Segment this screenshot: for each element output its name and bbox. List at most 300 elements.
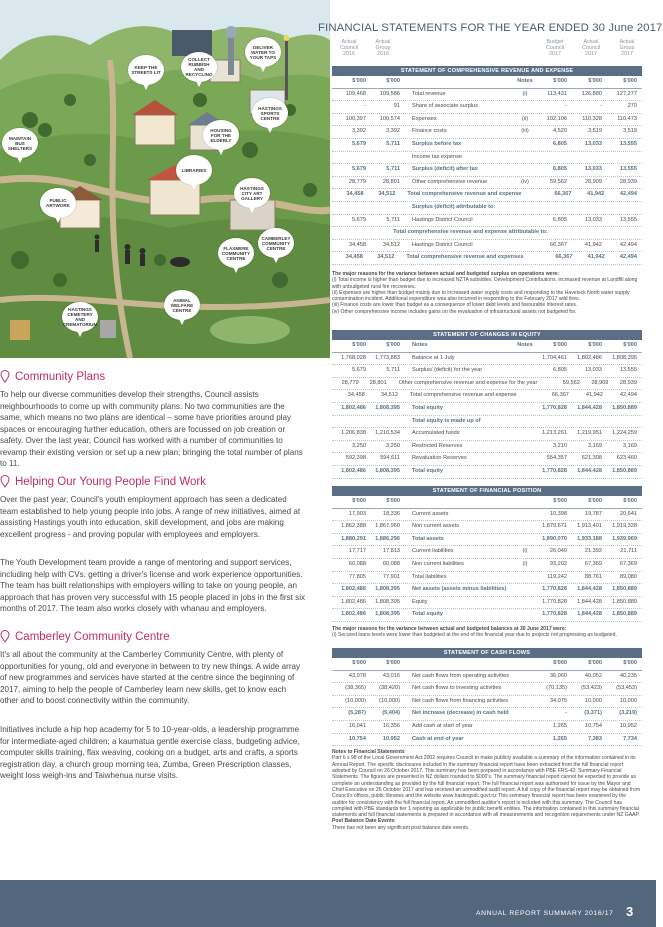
table-cell: Notes bbox=[412, 342, 428, 348]
young-people-paragraph-2: The Youth Development team provide a range of mentoring and support services, including help with CVs, getting a driver's license and work experience opportunities. The team has built relationships with employers willing to take on young people, an approach that has proven very successful with 15 people placed in jobs in the first six months of 2017. The team also works closely with whanau and employers. bbox=[0, 558, 306, 613]
col-header-actual-council-2016 bbox=[332, 39, 366, 58]
table-cell: 13,033 bbox=[584, 140, 602, 147]
table-cell: Net assets (assets minus liabilities) bbox=[412, 586, 507, 593]
table-cell: 10,754 bbox=[584, 722, 602, 729]
table-cell: Current liabilities bbox=[412, 548, 454, 555]
table-cell: 66,367 bbox=[554, 191, 572, 198]
table-cell bbox=[513, 353, 537, 365]
table-cell bbox=[372, 202, 406, 214]
table-cell: (5,287) bbox=[348, 710, 366, 717]
table-cell: 34,458 bbox=[348, 241, 366, 248]
table-row bbox=[332, 378, 642, 391]
table-cell: $'000 bbox=[352, 498, 366, 504]
col-header-actual-group-2017 bbox=[612, 39, 642, 58]
table-cell bbox=[513, 428, 537, 440]
table-row bbox=[332, 252, 642, 265]
table-row bbox=[332, 584, 642, 597]
table-cell: $'000 bbox=[553, 342, 567, 348]
position-table bbox=[332, 486, 642, 639]
table-cell: 110,473 bbox=[617, 115, 637, 122]
table-row bbox=[332, 466, 642, 479]
table-cell bbox=[572, 202, 607, 214]
table-cell: $'000 bbox=[588, 660, 602, 666]
table-row bbox=[332, 559, 642, 572]
table-cell: 119,242 bbox=[547, 573, 567, 580]
table-cell bbox=[513, 240, 537, 252]
table-cell bbox=[513, 365, 537, 377]
table-cell: Revaluation Reserves bbox=[412, 455, 467, 462]
footer-page-number: 3 bbox=[626, 904, 634, 919]
revenue-rows bbox=[332, 76, 642, 265]
table-cell: 28,779 bbox=[348, 178, 366, 185]
table-cell: Net increase (decrease) in cash held bbox=[412, 710, 509, 717]
table-cell: 1,802,486 bbox=[577, 354, 602, 361]
table-cell: 1,850,889 bbox=[612, 598, 637, 605]
table-cell: $'000 bbox=[352, 78, 366, 84]
table-cell: 66,367 bbox=[551, 392, 569, 399]
cash-table bbox=[332, 648, 642, 831]
table-cell: Total revenue bbox=[412, 90, 446, 97]
table-cell: Total assets bbox=[412, 535, 444, 542]
table-cell: 6,805 bbox=[553, 216, 567, 223]
section-heading-text: Helping Our Young People Find Work bbox=[15, 475, 206, 488]
table-cell: 1,808,395 bbox=[375, 586, 400, 593]
table-row bbox=[332, 521, 642, 534]
table-cell: 34,458 bbox=[347, 392, 365, 399]
table-cell: 34,512 bbox=[380, 392, 398, 399]
table-cell bbox=[537, 378, 556, 390]
table-cell: 41,942 bbox=[585, 392, 603, 399]
table-cell bbox=[513, 597, 537, 609]
table-cell: $'000 bbox=[553, 78, 567, 84]
table-cell: Finance costs bbox=[412, 128, 447, 135]
table-header-row bbox=[332, 658, 642, 671]
table-cell bbox=[406, 496, 513, 508]
col-header-line: Actual bbox=[375, 39, 391, 45]
map-label-public-artwork: PUBLIC ARTWORK bbox=[40, 188, 76, 218]
table-row bbox=[332, 89, 642, 102]
table-cell bbox=[406, 658, 513, 670]
col-header-line: 2017 bbox=[549, 51, 561, 58]
table-cell: 1,770,828 bbox=[542, 404, 567, 411]
table-cell: 88,761 bbox=[584, 573, 602, 580]
table-cell: Surplus before tax bbox=[412, 140, 462, 147]
position-notes bbox=[332, 626, 642, 639]
table-cell: 6,805 bbox=[553, 367, 567, 374]
table-cell bbox=[513, 658, 537, 670]
table-row bbox=[332, 189, 642, 202]
table-cell: 10,952 bbox=[382, 735, 400, 742]
table-cell: 1,802,486 bbox=[341, 404, 366, 411]
table-row bbox=[332, 546, 642, 559]
table-cell: 10,398 bbox=[549, 510, 567, 517]
table-row bbox=[332, 202, 642, 215]
table-cell: 5,711 bbox=[386, 216, 400, 223]
table-cell: 623,460 bbox=[616, 455, 637, 462]
map-label-art-gallery: HASTINGS CITY ART GALLERY bbox=[234, 178, 270, 208]
table-row bbox=[332, 708, 642, 721]
community-illustration bbox=[0, 0, 330, 358]
table-row bbox=[332, 152, 642, 165]
table-cell bbox=[572, 416, 607, 428]
table-cell: 1,213,261 bbox=[542, 430, 567, 437]
table-cell: 13,033 bbox=[584, 216, 602, 223]
table-cell: 13,033 bbox=[584, 166, 602, 173]
cash-band: STATEMENT OF CASH FLOWS bbox=[332, 648, 642, 658]
table-cell: 1,808,395 bbox=[375, 404, 400, 411]
table-cell bbox=[548, 227, 565, 239]
map-label-bus-shelters: MAINTAIN BUS SHELTERS bbox=[2, 128, 38, 158]
table-row bbox=[332, 126, 642, 139]
table-cell: Total equity bbox=[412, 404, 443, 411]
table-cell: Surplus (deficit) attributable to: bbox=[412, 203, 496, 210]
table-cell: 66,367 bbox=[549, 241, 567, 248]
table-row bbox=[332, 453, 642, 466]
table-cell: 1,933,188 bbox=[577, 535, 602, 542]
col-header-line: Actual bbox=[619, 39, 635, 45]
table-cell: Total comprehensive revenue and expense attributable to: bbox=[393, 229, 548, 236]
table-cell: Share of associate surplus bbox=[412, 103, 478, 110]
notes-to-financial-statements bbox=[332, 749, 642, 831]
table-cell: Total comprehensive revenue and expense bbox=[407, 191, 522, 198]
table-cell bbox=[572, 152, 607, 164]
table-cell: Income tax expense bbox=[412, 153, 463, 160]
table-cell: 1,913,401 bbox=[577, 523, 602, 530]
table-cell: 100,574 bbox=[379, 115, 400, 122]
table-cell: 28,909 bbox=[591, 379, 609, 386]
table-cell: Accumulated funds bbox=[412, 430, 460, 437]
table-row bbox=[332, 403, 642, 416]
table-cell: Total comprehensive revenue and expenses bbox=[406, 254, 524, 261]
table-cell bbox=[564, 227, 590, 239]
table-cell: (53,423) bbox=[581, 685, 602, 692]
map-label-streets-lit: KEEP THE STREETS LIT bbox=[128, 55, 164, 85]
table-cell: Other comprehensive revenue bbox=[412, 178, 488, 185]
table-cell: 127,277 bbox=[616, 90, 637, 97]
table-cell: (70,135) bbox=[546, 685, 567, 692]
table-cell bbox=[513, 521, 537, 533]
table-cell: Total equity is made up of bbox=[412, 417, 481, 424]
table-cell: 1,879,671 bbox=[542, 523, 567, 530]
table-cell: Current assets bbox=[412, 510, 449, 517]
table-row bbox=[332, 240, 642, 253]
table-cell bbox=[513, 721, 537, 733]
table-cell: 3,169 bbox=[623, 442, 637, 449]
table-cell bbox=[616, 227, 642, 239]
section-heading-text: Community Plans bbox=[15, 370, 106, 383]
table-cell: 1,844,428 bbox=[577, 611, 602, 618]
table-cell: Expenses bbox=[412, 115, 437, 122]
table-cell bbox=[513, 139, 537, 151]
table-cell: 13,555 bbox=[619, 216, 637, 223]
table-cell: Net cash flows from financing activities bbox=[412, 697, 509, 704]
table-cell bbox=[513, 101, 537, 113]
revenue-note: (iv) Other comprehensive income includes gains on the revaluation of infrastructural assets not budgeted for. bbox=[332, 308, 577, 315]
table-cell: $'000 bbox=[386, 498, 400, 504]
table-cell: 1,939,969 bbox=[612, 535, 637, 542]
table-row bbox=[332, 390, 642, 403]
table-cell: 1,862,388 bbox=[341, 523, 366, 530]
table-cell bbox=[513, 441, 537, 453]
table-cell: 67,369 bbox=[619, 560, 637, 567]
table-cell bbox=[513, 164, 537, 176]
table-row bbox=[332, 609, 642, 622]
table-cell: 5,711 bbox=[386, 140, 400, 147]
table-cell: 28,801 bbox=[369, 379, 387, 386]
table-cell: 40,235 bbox=[619, 672, 637, 679]
table-cell: 21,392 bbox=[584, 548, 602, 555]
table-cell: 109,468 bbox=[345, 90, 366, 97]
table-row bbox=[332, 534, 642, 547]
camberley-paragraph-1: It's all about the community at the Camberley Community Centre, with plenty of opportunities for young, old and everyone in between to try new things. A wide array of new programmes and services have started at the centre since the beginning of 2017, aiming to help the people of Camberley learn new skills, get to know each other and to boost connectivity within the community. bbox=[0, 650, 301, 705]
table-cell: 621,308 bbox=[581, 455, 602, 462]
table-cell: 109,586 bbox=[379, 90, 400, 97]
table-cell: Net cash flows to investing activities bbox=[412, 685, 502, 692]
revenue-note: (i) Total income is higher than budget due to increased NZTA subsidies, Development Contributions, increased revenue at Landfill along with unbudgeted rural fire recoveries. bbox=[332, 277, 638, 290]
table-cell: (38,420) bbox=[379, 685, 400, 692]
table-cell bbox=[332, 416, 372, 428]
col-header-line: Actual bbox=[583, 39, 599, 45]
young-people-paragraph-1: Over the past year, Council's youth employment approach has seen a dedicated team established to help young people into jobs. A range of new initiatives, aimed at assisting Hastings youth into education, skill development, and jobs are making excellent progress - and proving popular with employees and employers. bbox=[0, 495, 301, 539]
table-row bbox=[332, 572, 642, 585]
table-cell: 270 bbox=[627, 103, 637, 110]
table-cell: 13,555 bbox=[619, 367, 637, 374]
table-cell: 1,802,486 bbox=[341, 611, 366, 618]
table-cell: 1,210,534 bbox=[375, 430, 400, 437]
col-header-actual-council-2017 bbox=[576, 39, 606, 58]
table-cell: 42,494 bbox=[619, 254, 637, 261]
table-cell: Restricted Reserves bbox=[412, 442, 463, 449]
table-cell: 1,219,951 bbox=[577, 430, 602, 437]
table-cell: 34,512 bbox=[382, 241, 400, 248]
table-cell: 91 bbox=[393, 103, 400, 110]
table-cell: 3,250 bbox=[352, 442, 366, 449]
table-cell: 16,356 bbox=[382, 722, 400, 729]
table-cell: 60,088 bbox=[348, 560, 366, 567]
table-cell: Equity bbox=[412, 598, 428, 605]
table-cell bbox=[513, 734, 537, 746]
table-cell: - bbox=[565, 103, 567, 110]
table-row bbox=[332, 353, 642, 366]
table-cell bbox=[513, 534, 537, 546]
table-cell: 60,088 bbox=[382, 560, 400, 567]
table-cell: $'000 bbox=[553, 660, 567, 666]
table-cell: 1,808,395 bbox=[375, 598, 400, 605]
table-cell: 1,206,838 bbox=[341, 430, 366, 437]
table-cell: 1,808,395 bbox=[612, 354, 637, 361]
table-cell: 28,801 bbox=[382, 178, 400, 185]
table-cell: - bbox=[600, 103, 602, 110]
table-cell: 28,909 bbox=[584, 178, 602, 185]
table-cell: 1,850,889 bbox=[612, 611, 637, 618]
table-cell: (3,219) bbox=[619, 710, 637, 717]
revenue-note: (ii) Expenses are higher than budget mainly due to increased water supply costs and responding to the Havelock North water supply contamination incident. Additional expenditure was also incurred in responding to the February 2017 wild fires. bbox=[332, 289, 630, 303]
table-cell: 1,850,889 bbox=[612, 467, 637, 474]
table-cell: 3,169 bbox=[588, 442, 602, 449]
table-cell: 592,398 bbox=[345, 455, 366, 462]
table-cell: 1,850,889 bbox=[612, 586, 637, 593]
col-header-line: Council bbox=[546, 45, 564, 52]
table-row bbox=[332, 114, 642, 127]
table-cell bbox=[513, 202, 537, 214]
table-cell: 18,336 bbox=[382, 510, 400, 517]
table-cell: 13,555 bbox=[619, 166, 637, 173]
col-header-actual-group-2016 bbox=[368, 39, 398, 58]
col-header-line: Council bbox=[340, 45, 358, 52]
table-cell: 3,519 bbox=[623, 128, 637, 135]
table-cell: 3,519 bbox=[588, 128, 602, 135]
table-row bbox=[332, 734, 642, 747]
table-cell bbox=[513, 609, 537, 621]
map-label-rubbish: COLLECT RUBBISH AND RECYCLING bbox=[181, 52, 217, 82]
table-cell: 1,265 bbox=[553, 722, 567, 729]
table-cell: (iv) bbox=[521, 178, 529, 185]
section-heading-community-plans bbox=[0, 370, 105, 383]
table-cell: 21,711 bbox=[620, 548, 637, 555]
table-cell bbox=[513, 696, 537, 708]
table-cell: 77,901 bbox=[382, 573, 400, 580]
table-cell: Hastings District Council bbox=[412, 216, 473, 223]
table-cell bbox=[607, 416, 642, 428]
table-cell: 3,392 bbox=[386, 128, 400, 135]
table-cell: - bbox=[565, 710, 567, 717]
table-cell bbox=[513, 683, 537, 695]
map-label-housing-elderly: HOUSING FOR THE ELDERLY bbox=[203, 120, 239, 150]
col-header-line: 2017 bbox=[621, 51, 633, 58]
table-cell: 1,770,828 bbox=[542, 586, 567, 593]
table-cell: 5,679 bbox=[352, 367, 366, 374]
table-cell bbox=[332, 152, 372, 164]
table-row bbox=[332, 721, 642, 734]
table-cell: 1,850,889 bbox=[612, 404, 637, 411]
table-cell bbox=[332, 227, 362, 239]
table-cell bbox=[537, 202, 572, 214]
table-cell bbox=[607, 152, 642, 164]
table-cell: $'000 bbox=[588, 498, 602, 504]
table-cell: Total equity bbox=[412, 467, 443, 474]
table-cell: 1,802,486 bbox=[341, 586, 366, 593]
col-header-line: Budget bbox=[546, 39, 564, 45]
revenue-notes bbox=[332, 271, 642, 315]
table-cell: 5,679 bbox=[352, 166, 366, 173]
post-balance-body: There has not been any significant post balance date events. bbox=[332, 824, 470, 831]
table-header-row bbox=[332, 340, 642, 353]
table-cell bbox=[513, 671, 537, 683]
notes-fs-body: Part 6 s 98 of the Local Government Act 2002 requires Council to make publicly available a summary of the information contained in its Annual Report. The specific disclosures included in the summary financial report have been extracted from the full financial report adopted by Council on 26 October 2017. This summary has been prepared in accordance with PBE FRS-43: Summary Financial Statements. The figures are presented in NZ dollars rounded to $000's. The summary financial report cannot be expected to provide as complete an understanding as provided by the full financial report. The full financial report was authorised for issue by the Mayor and Chief Executive on 26 October 2017 and has received an unmodified audit report. A full copy of the financial report may be obtained from Council's offices, public libraries and the website www.hastingsdc.govt.nz This summary financial report has been examined by the auditor for consistency with the full financial report. An unmodified auditor's report is included with this summary. The Council has complied with PBE standards tier 1 reporting as applicable for public benefit entities. The information contained in this summary financial statements and full financial statements is prepared in accordance with all measurements and recognition requirements under NZ GAAP. bbox=[332, 755, 641, 819]
table-cell: 100,397 bbox=[345, 115, 366, 122]
table-cell: 10,754 bbox=[348, 735, 366, 742]
col-header-line: 2017 bbox=[585, 51, 597, 58]
table-cell: (ii) bbox=[521, 115, 529, 122]
table-cell: 1,768,028 bbox=[341, 354, 366, 361]
map-label-water: DELIVER WATER TO YOUR TAPS bbox=[245, 37, 281, 67]
table-cell: 41,942 bbox=[584, 241, 602, 248]
position-note: (i) Secured loans levels were lower than budgeted at the end of the financial year due to projects not progressing as budgeted. bbox=[332, 632, 617, 639]
table-cell: $'000 bbox=[352, 660, 366, 666]
table-cell: 4,520 bbox=[553, 128, 567, 135]
table-cell: 1,802,486 bbox=[341, 467, 366, 474]
table-cell: $'000 bbox=[386, 660, 400, 666]
community-plans-paragraph: To help our diverse communities develop their strengths, Council assists neighbourhoods to come up with community plans. No two communities are the same, which means no two plans are identical – some have priorities around play spaces or encouraging further education, others are focussed on job creation or safety. Over the last year, Council has worked with a number of communities to revamp their existing version or set up a new plan; bringing the total number of plans to 11. bbox=[0, 390, 303, 468]
table-cell: (53,453) bbox=[616, 685, 637, 692]
table-cell: 1,890,070 bbox=[542, 535, 567, 542]
table-cell: Hastings District Council bbox=[412, 241, 473, 248]
table-cell: 28,779 bbox=[341, 379, 359, 386]
table-cell bbox=[517, 390, 540, 402]
table-cell bbox=[607, 202, 642, 214]
revenue-notes-title: The major reasons for the variance between actual and budgeted surplus on operations were: bbox=[332, 270, 560, 277]
table-cell: 13,033 bbox=[584, 367, 602, 374]
table-cell bbox=[513, 572, 537, 584]
table-cell: (i) bbox=[522, 560, 528, 567]
table-cell: 1,886,296 bbox=[375, 535, 400, 542]
table-cell: 5,711 bbox=[386, 367, 400, 374]
equity-rows bbox=[332, 340, 642, 479]
table-cell bbox=[537, 416, 572, 428]
table-cell: (iii) bbox=[521, 128, 529, 135]
table-cell: $'000 bbox=[623, 342, 637, 348]
table-cell: 26,040 bbox=[549, 548, 567, 555]
table-cell: 7,734 bbox=[623, 735, 637, 742]
table-cell: (38,365) bbox=[345, 685, 366, 692]
table-cell: 113,431 bbox=[547, 90, 567, 97]
section-heading-camberley bbox=[0, 630, 170, 643]
table-cell: 93,202 bbox=[549, 560, 567, 567]
table-cell: 1,802,486 bbox=[341, 598, 366, 605]
table-cell: 17,813 bbox=[382, 548, 400, 555]
table-cell bbox=[590, 227, 616, 239]
table-cell: 1,844,428 bbox=[577, 598, 602, 605]
table-cell: 10,000 bbox=[584, 697, 602, 704]
table-cell bbox=[513, 509, 537, 521]
table-cell: - bbox=[364, 103, 366, 110]
table-cell: 1,773,883 bbox=[375, 354, 400, 361]
table-cell: 1,880,291 bbox=[341, 535, 366, 542]
table-cell: $'000 bbox=[553, 498, 567, 504]
table-cell: 6,805 bbox=[553, 166, 567, 173]
camberley-paragraph-2: Initiatives include a hip hop academy for 5 to 10-year-olds, a leadership programme for intermediate-aged children; a kaumatua gentle exercise class, budgeting advice, computer skills training, flax weaving, cooking on a budget, arts and crafts, a sports registration day, a church group morning tea, Zumba, Green Prescription classes, weight loss weigh-ins and Taiwhenua nurse visits. bbox=[0, 725, 300, 780]
table-cell: 59,562 bbox=[562, 379, 580, 386]
left-column bbox=[0, 0, 330, 880]
table-row bbox=[332, 696, 642, 709]
table-cell bbox=[406, 76, 513, 88]
table-cell: 7,383 bbox=[588, 735, 602, 742]
table-cell: Notes bbox=[517, 342, 533, 348]
table-cell: 59,562 bbox=[549, 178, 567, 185]
col-header-line: Group bbox=[375, 45, 391, 52]
table-cell bbox=[372, 416, 406, 428]
table-row bbox=[332, 139, 642, 152]
table-cell: 5,679 bbox=[352, 140, 366, 147]
table-cell: 1,867,960 bbox=[375, 523, 400, 530]
table-cell: 126,880 bbox=[581, 90, 602, 97]
map-label-libraries: LIBRARIES bbox=[176, 155, 212, 185]
table-cell: 42,494 bbox=[619, 392, 637, 399]
table-cell: 1,919,328 bbox=[612, 523, 637, 530]
equity-table bbox=[332, 330, 642, 479]
table-cell: 41,942 bbox=[587, 254, 605, 261]
col-header-budget-council-2017 bbox=[540, 39, 570, 58]
table-cell bbox=[513, 403, 537, 415]
table-cell bbox=[513, 496, 537, 508]
table-cell: 41,942 bbox=[587, 191, 605, 198]
col-header-line: Group bbox=[619, 45, 635, 52]
table-cell: Surplus/ (deficit) for the year bbox=[412, 367, 483, 374]
table-cell: 1,844,428 bbox=[577, 586, 602, 593]
table-row bbox=[332, 428, 642, 441]
table-cell: 1,808,395 bbox=[375, 611, 400, 618]
table-cell: 34,458 bbox=[345, 254, 363, 261]
